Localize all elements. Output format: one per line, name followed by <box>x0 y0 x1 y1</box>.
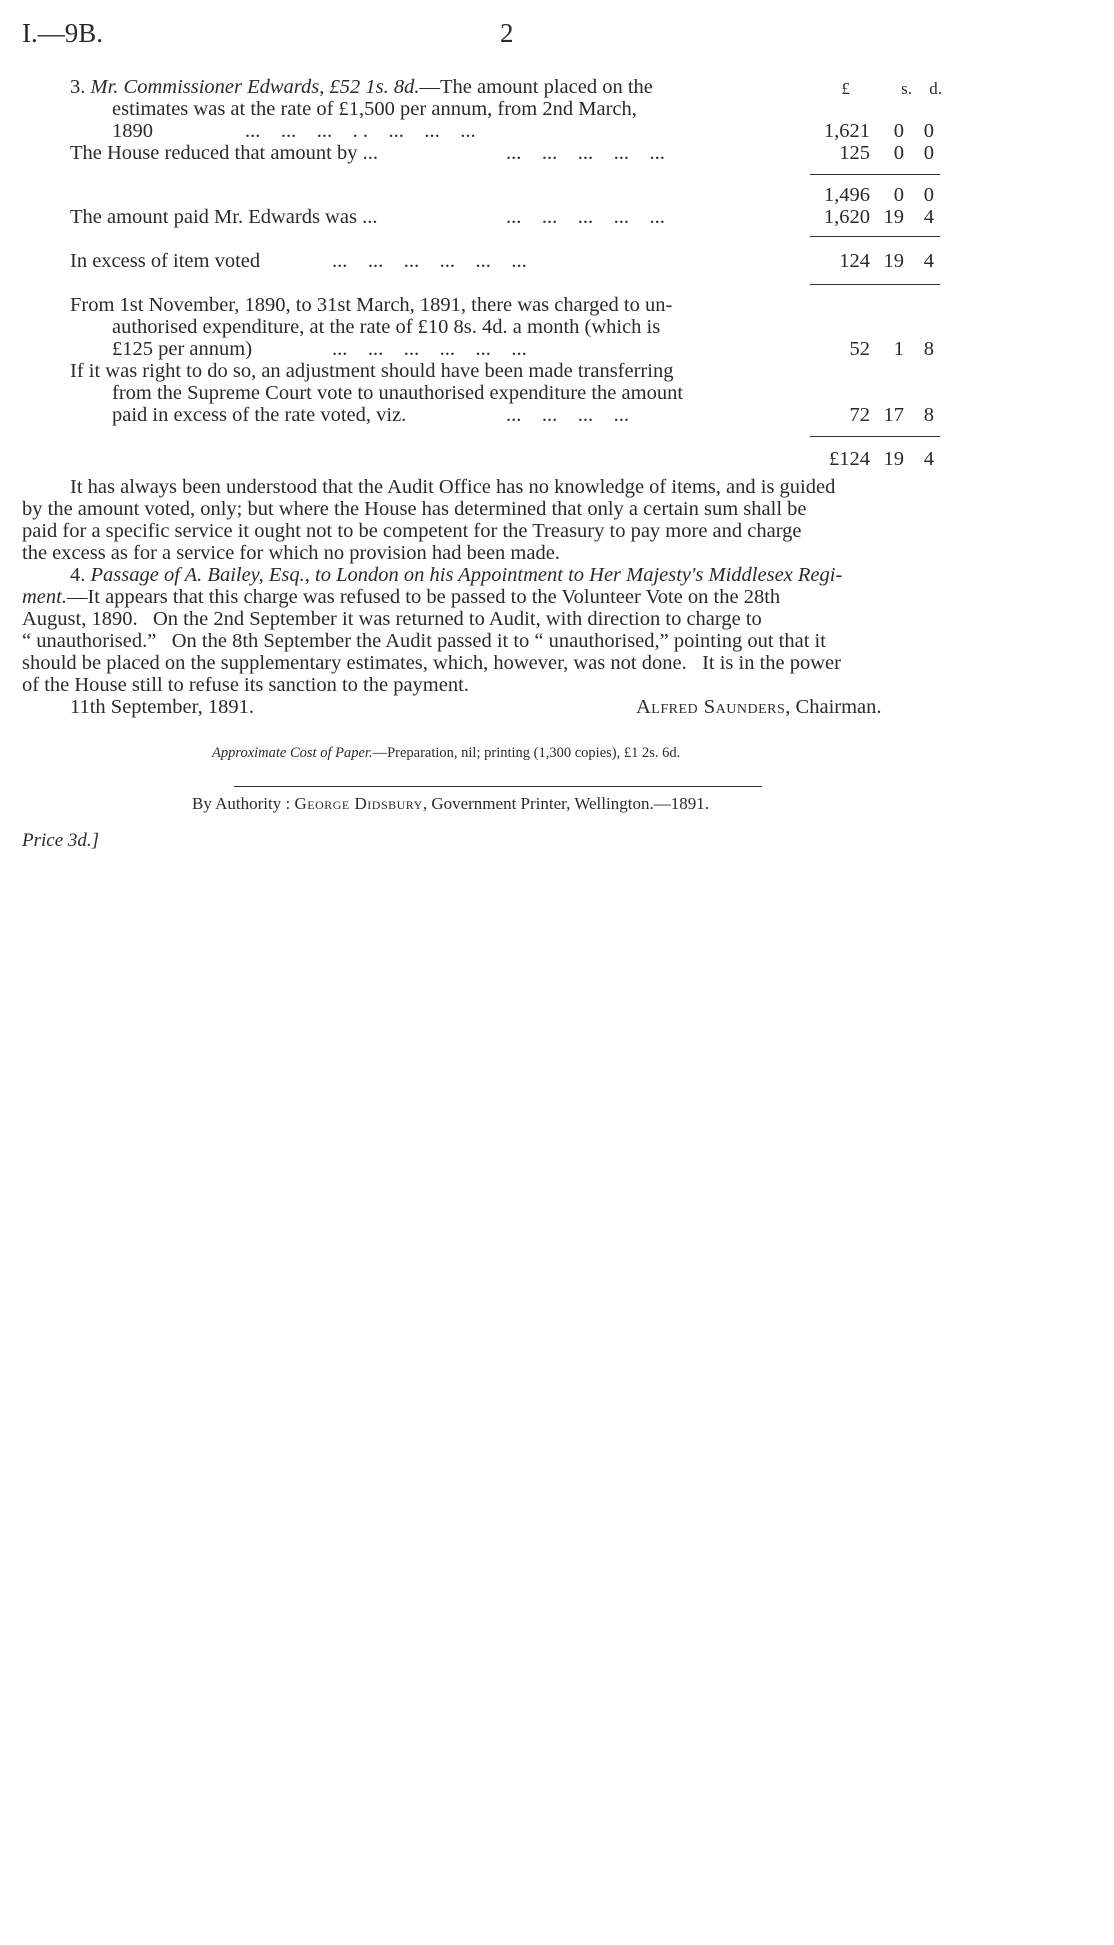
item3-line3-text: 1890 <box>112 120 153 142</box>
pounds-header: £ <box>841 79 850 98</box>
item3-line4-shillings: 0 <box>893 142 904 164</box>
imprint-prefix: By Authority : <box>192 794 291 813</box>
item3-line12: paid in excess of the rate voted, viz. <box>112 404 407 426</box>
item3-line6-pounds: 124 <box>839 250 870 272</box>
item3-subtotal-shillings: 0 <box>893 184 904 206</box>
item3-line4: The House reduced that amount by ... <box>70 142 378 164</box>
item3-line5: The amount paid Mr. Edwards was ... <box>70 206 378 228</box>
item3-subtotal-pence: 0 <box>923 184 934 206</box>
item3-line9-pounds: 52 <box>849 338 870 360</box>
item3-line1 <box>70 76 653 98</box>
item4-line6: of the House still to refuse its sanction to the payment. <box>22 674 469 696</box>
item3-line5-pence: 4 <box>923 206 934 228</box>
item3-line12-pounds: 72 <box>849 404 870 426</box>
signoff-title: , Chairman. <box>785 696 882 718</box>
item3-line5-shillings: 19 <box>883 206 904 228</box>
item3-number: 3. <box>70 76 86 98</box>
item3-total-shillings: 19 <box>883 448 904 470</box>
item4-line3: August, 1890. On the 2nd September it was returned to Audit, with direction to charge to <box>22 608 762 630</box>
item3-line4-pence: 0 <box>923 142 934 164</box>
audit-paragraph-line4: the excess as for a service for which no provision had been made. <box>22 542 560 564</box>
excess-underline <box>810 284 940 285</box>
imprint-rest: , Government Printer, Wellington.—1891. <box>422 794 709 813</box>
item3-line3-shillings: 0 <box>893 120 904 142</box>
audit-paragraph-line3: paid for a specific service it ought not to be competent for the Treasury to pay more and charge <box>22 520 802 542</box>
audit-paragraph-line1: It has always been understood that the Audit Office has no knowledge of items, and is guided <box>70 476 836 498</box>
item4-title: Passage of A. Bailey, Esq., to London on his Appointment to Her Majesty's Middlesex Regi- <box>90 564 843 586</box>
item3-line7: From 1st November, 1890, to 31st March, 1891, there was charged to un- <box>70 294 673 316</box>
item3-line8: authorised expenditure, at the rate of £10 8s. 4d. a month (which is <box>112 316 661 338</box>
item3-line11: from the Supreme Court vote to unauthorised expenditure the amount <box>112 382 684 404</box>
page-number: 2 <box>500 18 514 48</box>
cost-note-label: Approximate Cost of Paper. <box>212 745 373 761</box>
item3-line9-leaders: ... ... ... ... ... ... <box>332 338 527 360</box>
item3-line6-shillings: 19 <box>883 250 904 272</box>
price: Price 3d.] <box>22 830 100 851</box>
item4-line5: should be placed on the supplementary estimates, which, however, was not done. It is in the power <box>22 652 841 674</box>
imprint-rule <box>234 786 762 787</box>
excess-rule <box>810 236 940 237</box>
item3-line6-leaders: ... ... ... ... ... ... <box>332 250 527 272</box>
item4-line2 <box>22 586 780 608</box>
item3-line5-leaders: ... ... ... ... ... <box>506 206 665 228</box>
item3-line9: £125 per annum) <box>112 338 253 360</box>
item3-line10: If it was right to do so, an adjustment should have been made transferring <box>70 360 674 382</box>
item3-line6: In excess of item voted <box>70 250 261 272</box>
audit-paragraph-line2: by the amount voted, only; but where the House has determined that only a certain sum shall be <box>22 498 807 520</box>
item3-line9-pence: 8 <box>923 338 934 360</box>
item3-line3-pounds: 1,621 <box>823 120 870 142</box>
total-rule <box>810 436 940 437</box>
pence-header: d. <box>929 79 942 98</box>
cost-note <box>212 744 680 762</box>
item3-line4-pounds: 125 <box>839 142 870 164</box>
item3-line4-leaders: ... ... ... ... ... <box>506 142 665 164</box>
subtotal-rule <box>810 174 940 175</box>
item3-line9-shillings: 1 <box>893 338 904 360</box>
item3-total-pounds: £124 <box>829 448 870 470</box>
item3-title: Mr. Commissioner Edwards, £52 1s. 8d. <box>90 76 420 98</box>
item4-line2-text: —It appears that this charge was refused to be passed to the Volunteer Vote on the 28th <box>66 586 781 608</box>
signoff-date: 11th September, 1891. <box>70 696 255 718</box>
item3-line1-text: —The amount placed on the <box>419 76 653 98</box>
item3-line3-leaders: ... ... ... . . ... ... ... <box>245 120 476 142</box>
document-reference: I.—9B. <box>22 18 103 48</box>
signoff-name: Alfred Saunders <box>636 696 786 718</box>
item3-total-pence: 4 <box>923 448 934 470</box>
item3-line12-shillings: 17 <box>883 404 904 426</box>
item3-line6-pence: 4 <box>923 250 934 272</box>
signoff-signature <box>636 696 882 718</box>
cost-note-text: —Preparation, nil; printing (1,300 copies), £1 2s. 6d. <box>372 745 681 761</box>
item3-line12-pence: 8 <box>923 404 934 426</box>
item4-title-end: ment. <box>22 586 67 608</box>
item4-number: 4. <box>70 564 86 586</box>
item3-line3-pence: 0 <box>923 120 934 142</box>
item3-subtotal-pounds: 1,496 <box>823 184 870 206</box>
shillings-header: s. <box>901 79 912 98</box>
item3-line5-pounds: 1,620 <box>823 206 870 228</box>
imprint <box>192 794 709 814</box>
item4-line1 <box>70 564 842 586</box>
item3-line3 <box>112 120 153 142</box>
imprint-printer: George Didsbury <box>294 794 423 813</box>
item3-line2: estimates was at the rate of £1,500 per annum, from 2nd March, <box>112 98 637 120</box>
item3-line12-leaders: ... ... ... ... <box>506 404 629 426</box>
item4-line4: “ unauthorised.” On the 8th September the Audit passed it to “ unauthorised,” pointing out that it <box>22 630 826 652</box>
